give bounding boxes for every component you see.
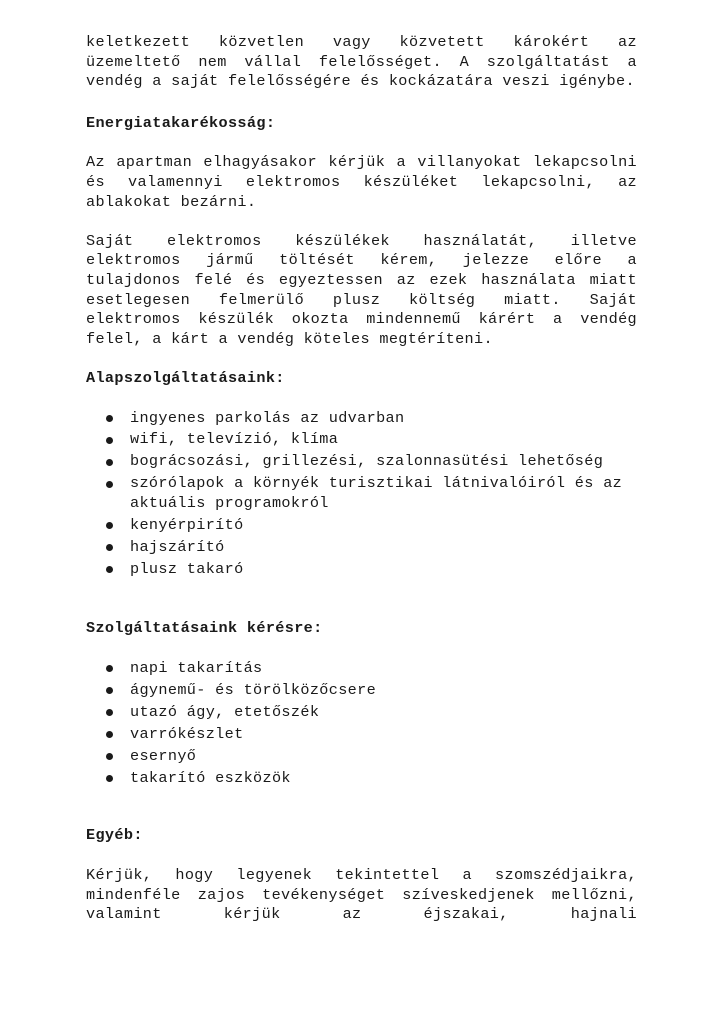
list-item-text: kenyérpirító (130, 516, 244, 535)
list-item (86, 516, 637, 536)
list-item (86, 538, 637, 558)
list-item-text: bográcsozási, grillezési, szalonnasütési lehetőség (130, 452, 604, 471)
list-item-text: szórólapok a környék turisztikai látnivalóiról és az aktuális programokról (130, 474, 623, 513)
section-spacer (86, 790, 637, 826)
intro-paragraph: keletkezett közvetlen vagy közvetett károkért az üzemeltető nem vállal felelősséget. A szolgáltatást a vendég a saját felelősségére és kockázatára veszi igénybe. (86, 33, 637, 91)
list-item-text: esernyő (130, 746, 197, 765)
list-item (86, 703, 637, 723)
list-item (86, 560, 637, 580)
energy-paragraph-2: Saját elektromos készülékek használatát, illetve elektromos jármű töltését kérem, jelezze előre a tulajdonos felé és egyeztessen az ezek használata miatt esetlegesen felmerülő plusz költség miatt. Saját elektromos készülék okozta mindennemű kárért a vendég felel, a kárt a vendég köteles megtéríteni. (86, 231, 637, 348)
list-item (86, 430, 637, 450)
list-item (86, 452, 637, 472)
list-item-text: ingyenes parkolás az udvarban (130, 408, 405, 427)
section-spacer (86, 582, 637, 619)
bullet-icon (106, 522, 113, 529)
list-item (86, 474, 637, 513)
bullet-icon (106, 566, 113, 573)
bullet-icon (106, 731, 113, 738)
list-item-text: ágynemű- és törölközőcsere (130, 680, 377, 699)
list-item-text: plusz takaró (130, 560, 244, 578)
list-item-text: varrókészlet (130, 724, 244, 743)
other-heading: Egyéb: (86, 826, 143, 845)
bullet-icon (106, 481, 113, 488)
list-item-text: hajszárító (130, 538, 225, 557)
list-item-text: wifi, televízió, klíma (130, 430, 339, 449)
request-services-list (86, 659, 637, 789)
list-item (86, 747, 637, 767)
list-item (86, 725, 637, 745)
bullet-icon (106, 709, 113, 716)
other-paragraph: Kérjük, hogy legyenek tekintettel a szomszédjaikra, mindenféle zajos tevékenységet szíveskedjenek mellőzni, valamint kérjük az éjszakai, hajnali (86, 866, 637, 924)
basic-services-heading: Alapszolgáltatásaink: (86, 368, 285, 387)
list-item (86, 681, 637, 701)
list-item (86, 659, 637, 679)
list-item (86, 409, 637, 429)
request-services-heading: Szolgáltatásaink kérésre: (86, 618, 323, 637)
bullet-icon (106, 775, 113, 782)
bullet-icon (106, 437, 113, 444)
basic-services-list (86, 409, 637, 580)
list-item-text: takarító eszközök (130, 768, 291, 787)
bullet-icon (106, 544, 113, 551)
bullet-icon (106, 665, 113, 672)
document-page (86, 33, 637, 944)
energy-heading: Energiatakarékosság: (86, 113, 276, 132)
list-item-text: utazó ágy, etetőszék (130, 702, 320, 721)
bullet-icon (106, 687, 113, 694)
list-item (86, 769, 637, 789)
bullet-icon (106, 753, 113, 760)
bullet-icon (106, 459, 113, 466)
list-item-text: napi takarítás (130, 658, 263, 677)
energy-paragraph-1: Az apartman elhagyásakor kérjük a villanyokat lekapcsolni és valamennyi elektromos készüléket lekapcsolni, az ablakokat bezárni. (86, 153, 637, 211)
bullet-icon (106, 415, 113, 422)
